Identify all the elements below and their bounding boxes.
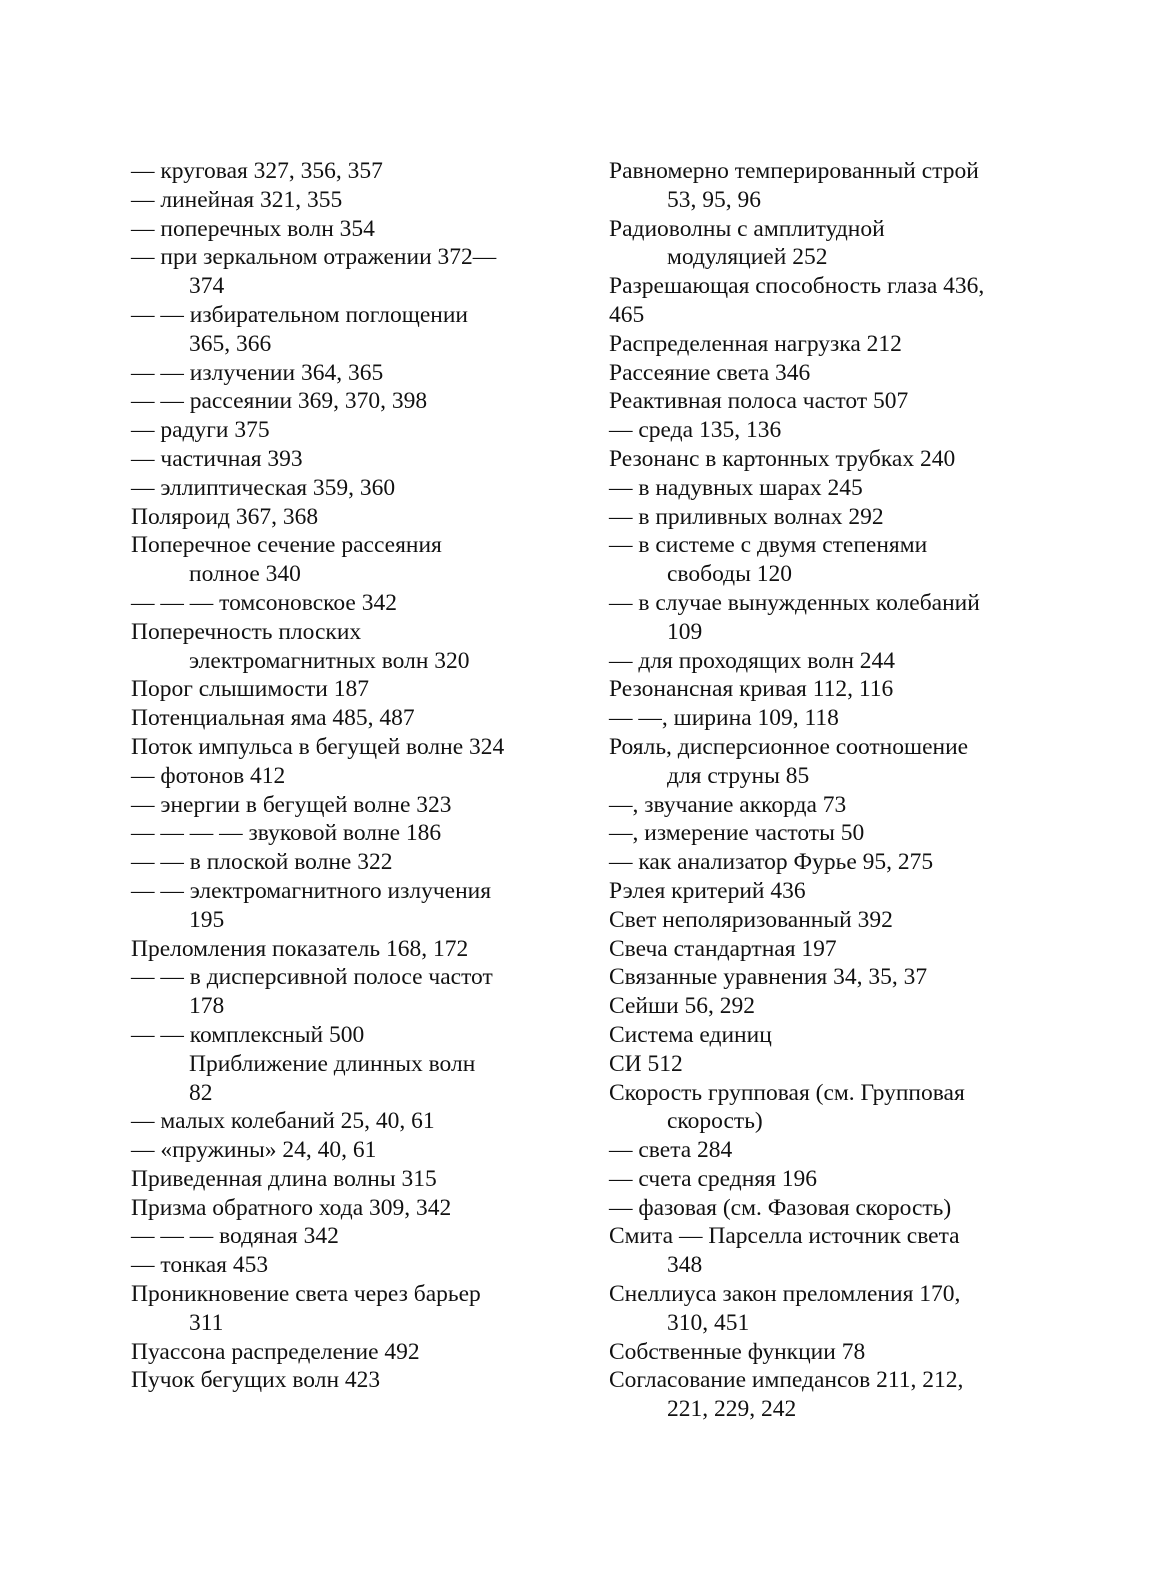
index-entry: Приведенная длина волны 315: [131, 1165, 437, 1192]
index-entry: — — в плоской волне 322: [131, 849, 393, 876]
index-entry: — — — водяная 342: [131, 1223, 339, 1250]
index-entry: Преломления показатель 168, 172: [131, 935, 469, 962]
index-entry: — — излучении 364, 365: [131, 359, 384, 386]
index-entry: — счета средняя 196: [609, 1165, 818, 1192]
index-entry-continuation: скорость): [667, 1108, 763, 1135]
index-entry: — радуги 375: [131, 417, 270, 444]
index-entry: Рояль, дисперсионное соотношение: [609, 733, 969, 760]
index-entry-continuation: для струны 85: [667, 762, 810, 789]
index-entry: — —, ширина 109, 118: [609, 705, 839, 732]
index-entry: — круговая 327, 356, 357: [131, 158, 383, 184]
index-entry-continuation: полное 340: [189, 561, 301, 588]
index-entry: —, звучание аккорда 73: [609, 791, 847, 818]
index-entry-continuation: Приближение длинных волн: [189, 1050, 476, 1077]
index-entry: — света 284: [609, 1137, 733, 1164]
index-entry: — в системе с двумя степенями: [609, 532, 928, 559]
index-entry: — в приливных волнах 292: [609, 503, 884, 530]
index-entry: Поток импульса в бегущей волне 324: [131, 733, 505, 760]
index-entry-continuation: 178: [189, 993, 225, 1020]
index-entry: — как анализатор Фурье 95, 275: [609, 849, 934, 876]
index-entry: Собственные функции 78: [609, 1338, 866, 1365]
index-entry-continuation: 82: [189, 1079, 213, 1106]
index-entry: — фотонов 412: [131, 762, 286, 789]
index-entry: — энергии в бегущей волне 323: [131, 791, 452, 818]
index-entry-continuation: 374: [189, 273, 225, 300]
index-entry: СИ 512: [609, 1050, 683, 1077]
index-entry: Система единиц: [609, 1021, 772, 1048]
index-entry: Распределенная нагрузка 212: [609, 330, 902, 357]
index-entry-continuation: 348: [667, 1252, 703, 1279]
index-entry: — — — — звуковой волне 186: [131, 820, 442, 847]
index-column-left: [131, 157, 551, 1395]
index-entry: — тонкая 453: [131, 1252, 269, 1279]
index-entry: — «пружины» 24, 40, 61: [131, 1137, 377, 1164]
index-entry: Радиоволны с амплитудной: [609, 215, 885, 242]
index-entry: — — рассеянии 369, 370, 398: [131, 388, 428, 415]
index-entry: Рассеяние света 346: [609, 359, 811, 386]
index-entry: 465: [609, 301, 645, 328]
index-entry: — среда 135, 136: [609, 417, 782, 444]
index-entry: Пучок бегущих волн 423: [131, 1367, 381, 1394]
index-entry: Поперечное сечение рассеяния: [131, 532, 442, 559]
index-entry: Скорость групповая (см. Групповая: [609, 1079, 965, 1106]
index-entry: Порог слышимости 187: [131, 676, 369, 703]
index-entry: Реактивная полоса частот 507: [609, 388, 909, 415]
index-entry: — малых колебаний 25, 40, 61: [131, 1108, 435, 1135]
index-entry: —, измерение частоты 50: [609, 820, 865, 847]
index-entry: — в случае вынужденных колебаний: [609, 589, 980, 616]
index-entry-continuation: 365, 366: [189, 330, 272, 357]
index-entry: — — избирательном поглощении: [131, 301, 468, 328]
index-entry: Рэлея критерий 436: [609, 877, 806, 904]
index-entry-continuation: 195: [189, 906, 225, 933]
index-entry: Смита — Парселла источник света: [609, 1223, 960, 1250]
index-entry: — частичная 393: [131, 445, 303, 472]
index-entry: — — в дисперсивной полосе частот: [131, 964, 493, 991]
index-entry: — — — томсоновское 342: [131, 589, 397, 616]
index-entry: Поляроид 367, 368: [131, 503, 319, 530]
index-entry-continuation: 310, 451: [667, 1309, 750, 1336]
index-entry-continuation: 221, 229, 242: [667, 1396, 797, 1423]
index-entry: Свет неполяризованный 392: [609, 906, 893, 933]
index-entry: Равномерно темперированный строй: [609, 158, 979, 184]
index-entry: Связанные уравнения 34, 35, 37: [609, 964, 928, 991]
index-entry: Призма обратного хода 309, 342: [131, 1194, 452, 1221]
index-entry: Проникновение света через барьер: [131, 1281, 481, 1308]
index-entry: Согласование импедансов 211, 212,: [609, 1367, 964, 1394]
index-entry: — для проходящих волн 244: [609, 647, 896, 674]
index-entry-continuation: 311: [189, 1309, 224, 1336]
index-entry: — — электромагнитного излучения: [131, 877, 492, 904]
index-entry: — фазовая (см. Фазовая скорость): [609, 1194, 952, 1221]
index-entry: — эллиптическая 359, 360: [131, 474, 396, 501]
index-entry: — — комплексный 500: [131, 1021, 365, 1048]
index-entry: — линейная 321, 355: [131, 186, 343, 213]
index-entry: — при зеркальном отражении 372—: [131, 244, 497, 271]
index-entry: — поперечных волн 354: [131, 215, 375, 242]
index-entry: Резонансная кривая 112, 116: [609, 676, 894, 703]
index-entry: Пуассона распределение 492: [131, 1338, 420, 1365]
index-entry: Резонанс в картонных трубках 240: [609, 445, 956, 472]
index-entry: — в надувных шарах 245: [609, 474, 863, 501]
index-entry: Потенциальная яма 485, 487: [131, 705, 415, 732]
index-entry: Разрешающая способность глаза 436,: [609, 273, 985, 300]
index-entry-continuation: электромагнитных волн 320: [189, 647, 470, 674]
index-entry-continuation: свободы 120: [667, 561, 793, 588]
index-entry: Снеллиуса закон преломления 170,: [609, 1281, 961, 1308]
index-entry: Свеча стандартная 197: [609, 935, 837, 962]
index-entry-continuation: 109: [667, 618, 703, 645]
index-entry: Поперечность плоских: [131, 618, 362, 645]
index-entry-continuation: модуляцией 252: [667, 244, 828, 271]
index-entry-continuation: 53, 95, 96: [667, 186, 761, 213]
index-entry: Сейши 56, 292: [609, 993, 756, 1020]
index-column-right: [609, 157, 1049, 1424]
